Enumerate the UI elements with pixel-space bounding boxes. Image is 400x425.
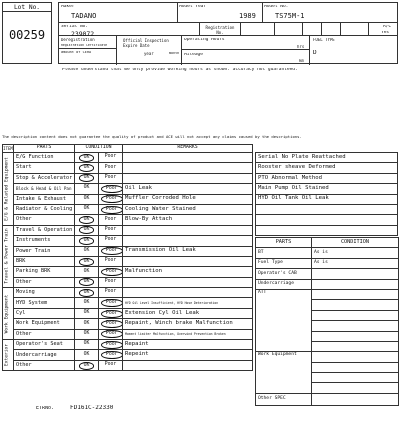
note-text (256, 225, 398, 235)
spec-value (312, 331, 399, 341)
work-equipment-label: Work Equipment (256, 352, 312, 394)
remark (123, 236, 253, 246)
table-row (3, 267, 253, 277)
ok-option (75, 256, 99, 266)
spec-label: BT (256, 248, 312, 258)
table-row (3, 153, 253, 163)
note-row (256, 153, 398, 163)
table-row (3, 319, 253, 329)
remark (123, 163, 253, 173)
poor-option (99, 360, 123, 370)
category-cell (3, 153, 14, 226)
poor-option (99, 153, 123, 163)
part-name: Other (14, 329, 75, 339)
poor-circled: Poor (101, 268, 123, 276)
part-name: Stop & Accelerator (14, 173, 75, 183)
note-text: Main Pump Oil Stained (256, 184, 398, 194)
poor-label: Poor (104, 227, 117, 233)
ok-option (75, 153, 99, 163)
deregistration-label: Deregistration (61, 38, 95, 42)
table-row (3, 225, 253, 235)
note-text: Serial No Plate Reattached (256, 153, 398, 163)
part-name: BRK (14, 256, 75, 266)
model-year-value: 1989 (239, 13, 256, 20)
note-row (256, 215, 398, 225)
ok-option (75, 350, 99, 360)
part-name: Start (14, 163, 75, 173)
poor-label: Poor (104, 175, 117, 181)
poor-label: Poor (104, 154, 117, 160)
poor-label: Poor (104, 216, 117, 222)
spec-row (256, 269, 399, 279)
ok-label: OK (83, 268, 90, 274)
note-row (256, 184, 398, 194)
poor-option (99, 163, 123, 173)
part-name: Operator's Seat (14, 340, 75, 350)
remark: Repaint, Winch brake Malfunction (123, 319, 253, 329)
part-name: HYD System (14, 298, 75, 308)
poor-option (99, 236, 123, 246)
ok-option (75, 288, 99, 298)
header-grid (58, 2, 398, 64)
ok-option (75, 173, 99, 183)
part-name: Intake & Exhaust (14, 194, 75, 204)
spec-value (312, 393, 399, 405)
category-label: Exterior (4, 344, 10, 367)
part-name: Other (14, 360, 75, 370)
poor-circled: Poor (101, 351, 123, 359)
ok-option (75, 194, 99, 204)
part-name: Other (14, 277, 75, 287)
ok-option (75, 298, 99, 308)
lot-label: Lot No. (3, 3, 51, 12)
spec-row (256, 352, 399, 362)
category-label: E/G & Related Equipment (4, 157, 10, 221)
remark: Oil Leak (123, 184, 253, 194)
poor-option (99, 277, 123, 287)
ok-option (75, 308, 99, 318)
remark: Malfunction (123, 267, 253, 277)
ok-option (75, 329, 99, 339)
ok-option (75, 184, 99, 194)
ok-circled: OK (79, 216, 95, 224)
poor-option (99, 308, 123, 318)
note-row (256, 194, 398, 204)
table-row (3, 308, 253, 318)
spec-row (256, 248, 399, 258)
poor-circled: Poor (101, 330, 123, 338)
fuel-type-label: FUEL TYPE (313, 38, 335, 42)
poor-circled: Poor (101, 341, 123, 349)
poor-option (99, 298, 123, 308)
spec-col-condition: CONDITION (312, 238, 399, 248)
table-row (3, 246, 253, 256)
note-text: Rooster sheave Deformed (256, 163, 398, 173)
poor-option (99, 340, 123, 350)
spec-value (312, 383, 399, 393)
spec-col-parts: PARTS (256, 238, 312, 248)
lot-box (2, 2, 52, 64)
ok-circled: OK (79, 289, 95, 297)
poor-circled: Poor (101, 320, 123, 328)
table-row (3, 215, 253, 225)
ok-option (75, 246, 99, 256)
spec-value (312, 362, 399, 372)
remark (123, 153, 253, 163)
remark: HYD Oil Level Insufficient, HYD Hose Deterioration (123, 298, 253, 308)
poor-circled: Poor (101, 310, 123, 318)
spec-row (256, 258, 399, 268)
ok-label: OK (83, 341, 90, 347)
col-item: ITEM (3, 145, 13, 151)
poor-option (99, 184, 123, 194)
category-label: Travel & Power Train (4, 228, 10, 285)
poor-circled: Poor (101, 247, 123, 255)
table-row (3, 329, 253, 339)
spec-label: ATT (256, 289, 312, 351)
spec-row (256, 289, 399, 299)
remark (123, 288, 253, 298)
remark: Repeint (123, 350, 253, 360)
spec-table (255, 237, 399, 406)
remark: Moment limiter Malfunction, Overwind Prevention Broken (123, 329, 253, 339)
table-row (3, 298, 253, 308)
poor-option (99, 329, 123, 339)
part-name: Instruments (14, 236, 75, 246)
note-row (256, 163, 398, 173)
fuel-type-value: D (313, 50, 317, 56)
remark (123, 256, 253, 266)
remark: Blow-By Attach (123, 215, 253, 225)
table-row (3, 204, 253, 214)
lot-number: 00259 (8, 29, 46, 41)
ok-label: OK (83, 330, 90, 336)
poor-label: Poor (104, 164, 117, 170)
poor-option (99, 194, 123, 204)
poor-circled: Poor (101, 185, 123, 193)
ok-option (75, 319, 99, 329)
part-name: Undercarriage (14, 350, 75, 360)
poor-option (99, 319, 123, 329)
spec-value (312, 279, 399, 289)
part-name: Radiator & Cooling (14, 204, 75, 214)
registration-label: Registration No. (205, 25, 235, 35)
model-no-label: Model No. (264, 5, 289, 9)
category-cell (3, 288, 14, 340)
amount-label: amount of CERA (61, 51, 92, 54)
model-year-label: Model Year (179, 5, 207, 9)
ok-label: OK (83, 185, 90, 191)
ok-option (75, 340, 99, 350)
table-row (3, 340, 253, 350)
note-text (256, 215, 398, 225)
ok-option (75, 236, 99, 246)
ok-circled: OK (79, 164, 95, 172)
poor-label: Poor (104, 289, 117, 295)
spec-value (312, 341, 399, 351)
spec-value (312, 352, 399, 362)
spec-value: As is (312, 258, 399, 268)
ac-label: A/C (383, 25, 392, 29)
remark (123, 360, 253, 370)
ok-option (75, 163, 99, 173)
poor-label: Poor (104, 278, 117, 284)
remark: Transmission Oil Leak (123, 246, 253, 256)
ok-circled: OK (79, 278, 95, 286)
ok-label: OK (83, 320, 90, 326)
ok-circled: OK (79, 237, 95, 245)
part-name: Travel & Operation (14, 225, 75, 235)
ok-option (75, 360, 99, 370)
poor-option (99, 267, 123, 277)
table-row (3, 194, 253, 204)
spec-value (312, 321, 399, 331)
part-name: E/G Function (14, 153, 75, 163)
footer-label: ETRNo. (36, 406, 55, 411)
remark: Cooling Water Stained (123, 204, 253, 214)
mileage-label: Mileage (184, 53, 203, 57)
remark: Extension Cyl Oil Leak (123, 308, 253, 318)
other-spec-label: Other SPEC (256, 393, 312, 405)
part-name: Cyl (14, 308, 75, 318)
maker-label: Maker (61, 5, 75, 9)
model-no-value: TS75M-1 (275, 13, 305, 20)
note-row (256, 204, 398, 214)
ok-label: OK (83, 247, 90, 253)
note-text (256, 204, 398, 214)
remark (123, 173, 253, 183)
col-condition: CONDITION (75, 145, 123, 153)
official-inspection-label: Official Inspection Expire Date (123, 38, 169, 48)
hrs-unit: hrs (297, 45, 305, 49)
disclaimer-text: The description content does not guarantee the quality of product and ACE will not accept any claims caused by the descriptions. (2, 135, 302, 139)
ok-option (75, 225, 99, 235)
col-parts: PARTS (14, 145, 75, 153)
poor-circled: Poor (101, 206, 123, 214)
ok-option (75, 215, 99, 225)
spec-value (312, 310, 399, 320)
table-row (3, 163, 253, 173)
col-remarks: REMARKS (123, 145, 253, 153)
note-row (256, 173, 398, 183)
notice-text: Please understand that we only provide working hours as shown. accuracy not guaranteed. (62, 68, 298, 72)
poor-label: Poor (104, 237, 117, 243)
note-text: HYD Oil Tank Oil Leak (256, 194, 398, 204)
poor-option (99, 350, 123, 360)
poor-option (99, 246, 123, 256)
poor-label: Poor (104, 362, 117, 368)
ok-option (75, 267, 99, 277)
part-name: Block & Head & Oil Pan (14, 184, 75, 194)
remark: Repaint (123, 340, 253, 350)
ok-label: OK (83, 195, 90, 201)
ok-circled: OK (79, 226, 95, 234)
category-cell (3, 340, 14, 371)
ac-value: Yes (381, 31, 390, 35)
spec-row (256, 279, 399, 289)
ok-circled: OK (79, 154, 95, 162)
poor-option (99, 288, 123, 298)
remark: Muffler Corroded Hole (123, 194, 253, 204)
note-text: PTO Abnormal Method (256, 173, 398, 183)
serial-value: 239072 (71, 31, 95, 38)
ok-label: OK (83, 299, 90, 305)
part-name: Moving (14, 288, 75, 298)
spec-value (312, 300, 399, 310)
spec-value (312, 269, 399, 279)
remark (123, 225, 253, 235)
poor-option (99, 256, 123, 266)
poor-circled: Poor (101, 299, 123, 307)
operating-hours-label: Operating Hours (184, 38, 225, 42)
footer-value: FD161C-22330 (70, 405, 114, 411)
part-name: Other (14, 215, 75, 225)
part-name: Work Equipment (14, 319, 75, 329)
part-name: Parking BRK (14, 267, 75, 277)
condition-table (2, 144, 253, 371)
km-unit: km (299, 59, 304, 63)
part-name: Power Train (14, 246, 75, 256)
table-row (3, 173, 253, 183)
category-cell (3, 225, 14, 287)
poor-label: Poor (104, 258, 117, 264)
table-row (3, 350, 253, 360)
ok-circled: OK (79, 362, 95, 370)
spec-label: Fuel Type (256, 258, 312, 268)
table-row (3, 236, 253, 246)
ok-circled: OK (79, 174, 95, 182)
spec-value (312, 289, 399, 299)
ok-label: OK (83, 310, 90, 316)
table-row (3, 288, 253, 298)
category-label: Work Equipment (4, 294, 10, 333)
notes-table (255, 152, 398, 236)
spec-label: Operator's CAB (256, 269, 312, 279)
table-row (3, 360, 253, 370)
poor-option (99, 204, 123, 214)
spec-value (312, 373, 399, 383)
ok-label: OK (83, 351, 90, 357)
note-row (256, 225, 398, 235)
year-label: year (144, 52, 154, 56)
poor-circled: Poor (101, 195, 123, 203)
poor-option (99, 173, 123, 183)
spec-row (256, 393, 399, 405)
ok-label: OK (83, 206, 90, 212)
poor-option (99, 225, 123, 235)
table-row (3, 184, 253, 194)
remark (123, 277, 253, 287)
serial-label: Serial No. (61, 25, 89, 29)
table-row (3, 277, 253, 287)
maker-value: TADANO (71, 13, 97, 20)
poor-option (99, 215, 123, 225)
deregistration-sub: Registration Certificate (61, 44, 108, 47)
ok-option (75, 204, 99, 214)
ok-option (75, 277, 99, 287)
ok-circled: OK (79, 258, 95, 266)
month-label: month (169, 52, 180, 55)
spec-label: Undercarriage (256, 279, 312, 289)
spec-value: As is (312, 248, 399, 258)
table-row (3, 256, 253, 266)
